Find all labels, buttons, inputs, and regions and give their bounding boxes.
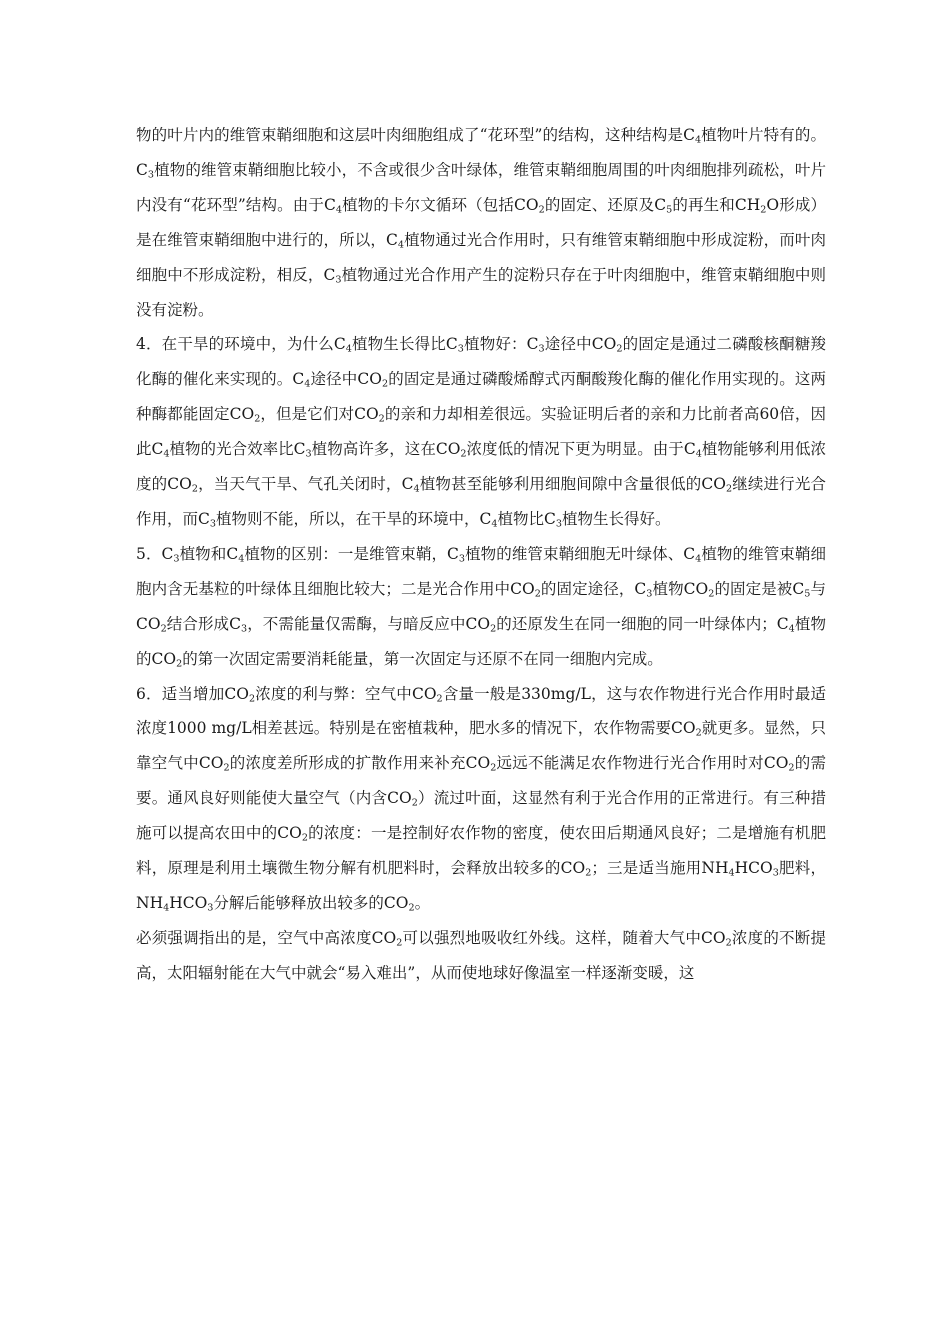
document-body xyxy=(136,118,826,991)
paragraph-greenhouse-note: 必须强调指出的是，空气中高浓度$CO_2$可以强烈地吸收红外线。这样，随着大气中$CO_2$浓度的不断提高，太阳辐射能在大气中就会“易入难出”，从而使地球好像温室一样逐渐变暖，这 xyxy=(136,928,826,982)
paragraph-5-c3-c4-difference: 5．$C_3$植物和$C_4$植物的区别：一是维管束鞘，$C_3$植物的维管束鞘细胞无叶绿体、$C_4$植物的维管束鞘细胞内含无基粒的叶绿体且细胞比较大；二是光合作用中$CO_2$的固定途径，$C_3$植物$CO_2$的固定是被$C_5$与$CO_2$结合形成$C_3$，不需能量仅需酶，与暗反应中$CO_2$的还原发生在同一细胞的同一叶绿体内；$C_4$植物的$CO_2$的第一次固定需要消耗能量，第一次固定与还原不在同一细胞内完成。 xyxy=(136,544,826,669)
paragraph-6-co2-concentration: 6．适当增加$CO_2$浓度的利与弊：空气中$CO_2$含量一般是330mg/L，这与农作物进行光合作用时最适浓度1000 mg/L相差甚远。特别是在密植栽种，肥水多的情况下，农作物需要$CO_2$就更多。显然，只靠空气中$CO_2$的浓度差所形成的扩散作用来补充$CO_2$远远不能满足农作物进行光合作用时对$CO_2$的需要。通风良好则能使大量空气（内含$CO_2$）流过叶面，这显然有利于光合作用的正常进行。有三种措施可以提高农田中的$CO_2$的浓度：一是控制好农作物的密度，使农田后期通风良好；二是增施有机肥料，原理是利用土壤微生物分解有机肥料时，会释放出较多的$CO_2$；三是适当施用$NH_4HCO_3$肥料，$NH_4HCO_3$分解后能够释放出较多的$CO_2$。 xyxy=(136,684,826,914)
paragraph-c4-leaf-structure: 物的叶片内的维管束鞘细胞和这层叶肉细胞组成了“花环型”的结构，这种结构是$C_4$植物叶片特有的。$C_3$植物的维管束鞘细胞比较小，不含或很少含叶绿体，维管束鞘细胞周围的叶肉细胞排列疏松，叶片内没有“花环型”结构。由于$C_4$植物的卡尔文循环（包括$CO_2$的固定、还原及$C_5$的再生和$CH_2O$形成）是在维管束鞘细胞中进行的，所以，$C_4$植物通过光合作用时，只有维管束鞘细胞中形成淀粉，而叶肉细胞中不形成淀粉，相反，$C_3$植物通过光合作用产生的淀粉只存在于叶肉细胞中，维管束鞘细胞中则没有淀粉。 xyxy=(136,126,826,319)
paragraph-4-drought: 4．在干旱的环境中，为什么$C_4$植物生长得比$C_3$植物好：$C_3$途径中$CO_2$的固定是通过二磷酸核酮糖羧化酶的催化来实现的。$C_4$途径中$CO_2$的固定是通过磷酸烯醇式丙酮酸羧化酶的催化作用实现的。这两种酶都能固定$CO_2$，但是它们对$CO_2$的亲和力却相差很远。实验证明后者的亲和力比前者高60倍，因此$C_4$植物的光合效率比$C_3$植物高许多，这在$CO_2$浓度低的情况下更为明显。由于$C_4$植物能够利用低浓度的$CO_2$，当天气干旱、气孔关闭时，$C_4$植物甚至能够利用细胞间隙中含量很低的$CO_2$继续进行光合作用，而$C_3$植物则不能，所以，在干旱的环境中，$C_4$植物比$C_3$植物生长得好。 xyxy=(136,335,826,530)
